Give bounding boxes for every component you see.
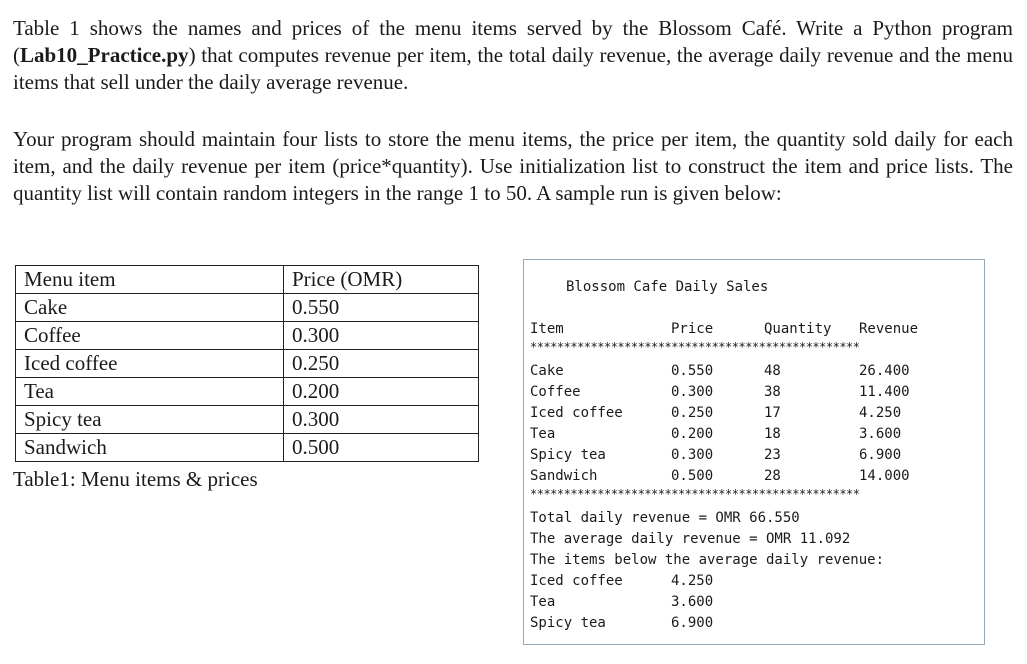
separator-bottom: ************************************************* [530, 489, 860, 499]
below-average-heading: The items below the average daily revenue: [530, 552, 885, 568]
cell-price: 0.300 [284, 406, 479, 434]
row-quantity: 23 [764, 447, 781, 463]
row-price: 0.500 [671, 468, 714, 484]
table-caption: Table1: Menu items & prices [13, 467, 258, 491]
below-item: Iced coffee [530, 573, 623, 589]
console-header-price: Price [671, 321, 714, 337]
row-quantity: 38 [764, 384, 781, 400]
cell-item: Spicy tea [16, 406, 284, 434]
total-revenue-line: Total daily revenue = OMR 66.550 [530, 510, 800, 526]
cell-price: 0.500 [284, 434, 479, 462]
cell-price: 0.550 [284, 294, 479, 322]
cell-price: 0.250 [284, 350, 479, 378]
row-revenue: 3.600 [859, 426, 902, 442]
average-revenue-line: The average daily revenue = OMR 11.092 [530, 531, 851, 547]
instructions-paragraph-1 [13, 15, 1013, 96]
console-header-revenue: Revenue [859, 321, 919, 337]
below-item: Spicy tea [530, 615, 606, 631]
row-item: Sandwich [530, 468, 598, 484]
row-price: 0.300 [671, 447, 714, 463]
separator-top: ************************************************* [530, 342, 860, 352]
console-title: Blossom Cafe Daily Sales [566, 279, 769, 295]
cell-item: Iced coffee [16, 350, 284, 378]
below-item: Tea [530, 594, 556, 610]
table-row [16, 434, 479, 462]
sample-run-console [523, 259, 985, 645]
row-item: Spicy tea [530, 447, 606, 463]
row-price: 0.550 [671, 363, 714, 379]
cell-item: Tea [16, 378, 284, 406]
paragraph1-text-b: ) that computes revenue per item, the total daily revenue, the average daily revenue and the menu items that sell under the daily average revenue. [13, 43, 1013, 94]
row-item: Iced coffee [530, 405, 623, 421]
table-row [16, 350, 479, 378]
row-quantity: 17 [764, 405, 781, 421]
row-price: 0.250 [671, 405, 714, 421]
row-item: Tea [530, 426, 556, 442]
table-row [16, 406, 479, 434]
row-quantity: 18 [764, 426, 781, 442]
cell-item: Sandwich [16, 434, 284, 462]
cell-item: Cake [16, 294, 284, 322]
below-item-revenue: 6.900 [671, 615, 714, 631]
paragraph1-text-a: Table 1 shows the names and prices of the menu items served by the Blossom Café. Write a Python program ( [13, 16, 1013, 67]
row-quantity: 28 [764, 468, 781, 484]
row-item: Coffee [530, 384, 581, 400]
row-quantity: 48 [764, 363, 781, 379]
cell-price: 0.300 [284, 322, 479, 350]
row-revenue: 4.250 [859, 405, 902, 421]
table-row [16, 378, 479, 406]
header-menu-item: Menu item [16, 266, 284, 294]
row-revenue: 26.400 [859, 363, 910, 379]
cell-price: 0.200 [284, 378, 479, 406]
row-revenue: 6.900 [859, 447, 902, 463]
console-header-quantity: Quantity [764, 321, 832, 337]
below-item-revenue: 4.250 [671, 573, 714, 589]
row-revenue: 14.000 [859, 468, 910, 484]
console-header-item: Item [530, 321, 564, 337]
table-header-row [16, 266, 479, 294]
table-row [16, 294, 479, 322]
instructions-paragraph-2: Your program should maintain four lists to store the menu items, the price per item, the quantity sold daily for each item, and the daily revenue per item (price*quantity). Use initialization list to construct the item and price lists. The quantity list will contain random integers in the range 1 to 50. A sample run is given below: [13, 127, 1013, 205]
below-item-revenue: 3.600 [671, 594, 714, 610]
row-price: 0.200 [671, 426, 714, 442]
row-revenue: 11.400 [859, 384, 910, 400]
program-filename: Lab10_Practice.py [20, 43, 189, 67]
table-row [16, 322, 479, 350]
menu-items-table [15, 265, 479, 462]
row-item: Cake [530, 363, 564, 379]
row-price: 0.300 [671, 384, 714, 400]
cell-item: Coffee [16, 322, 284, 350]
header-price: Price (OMR) [284, 266, 479, 294]
